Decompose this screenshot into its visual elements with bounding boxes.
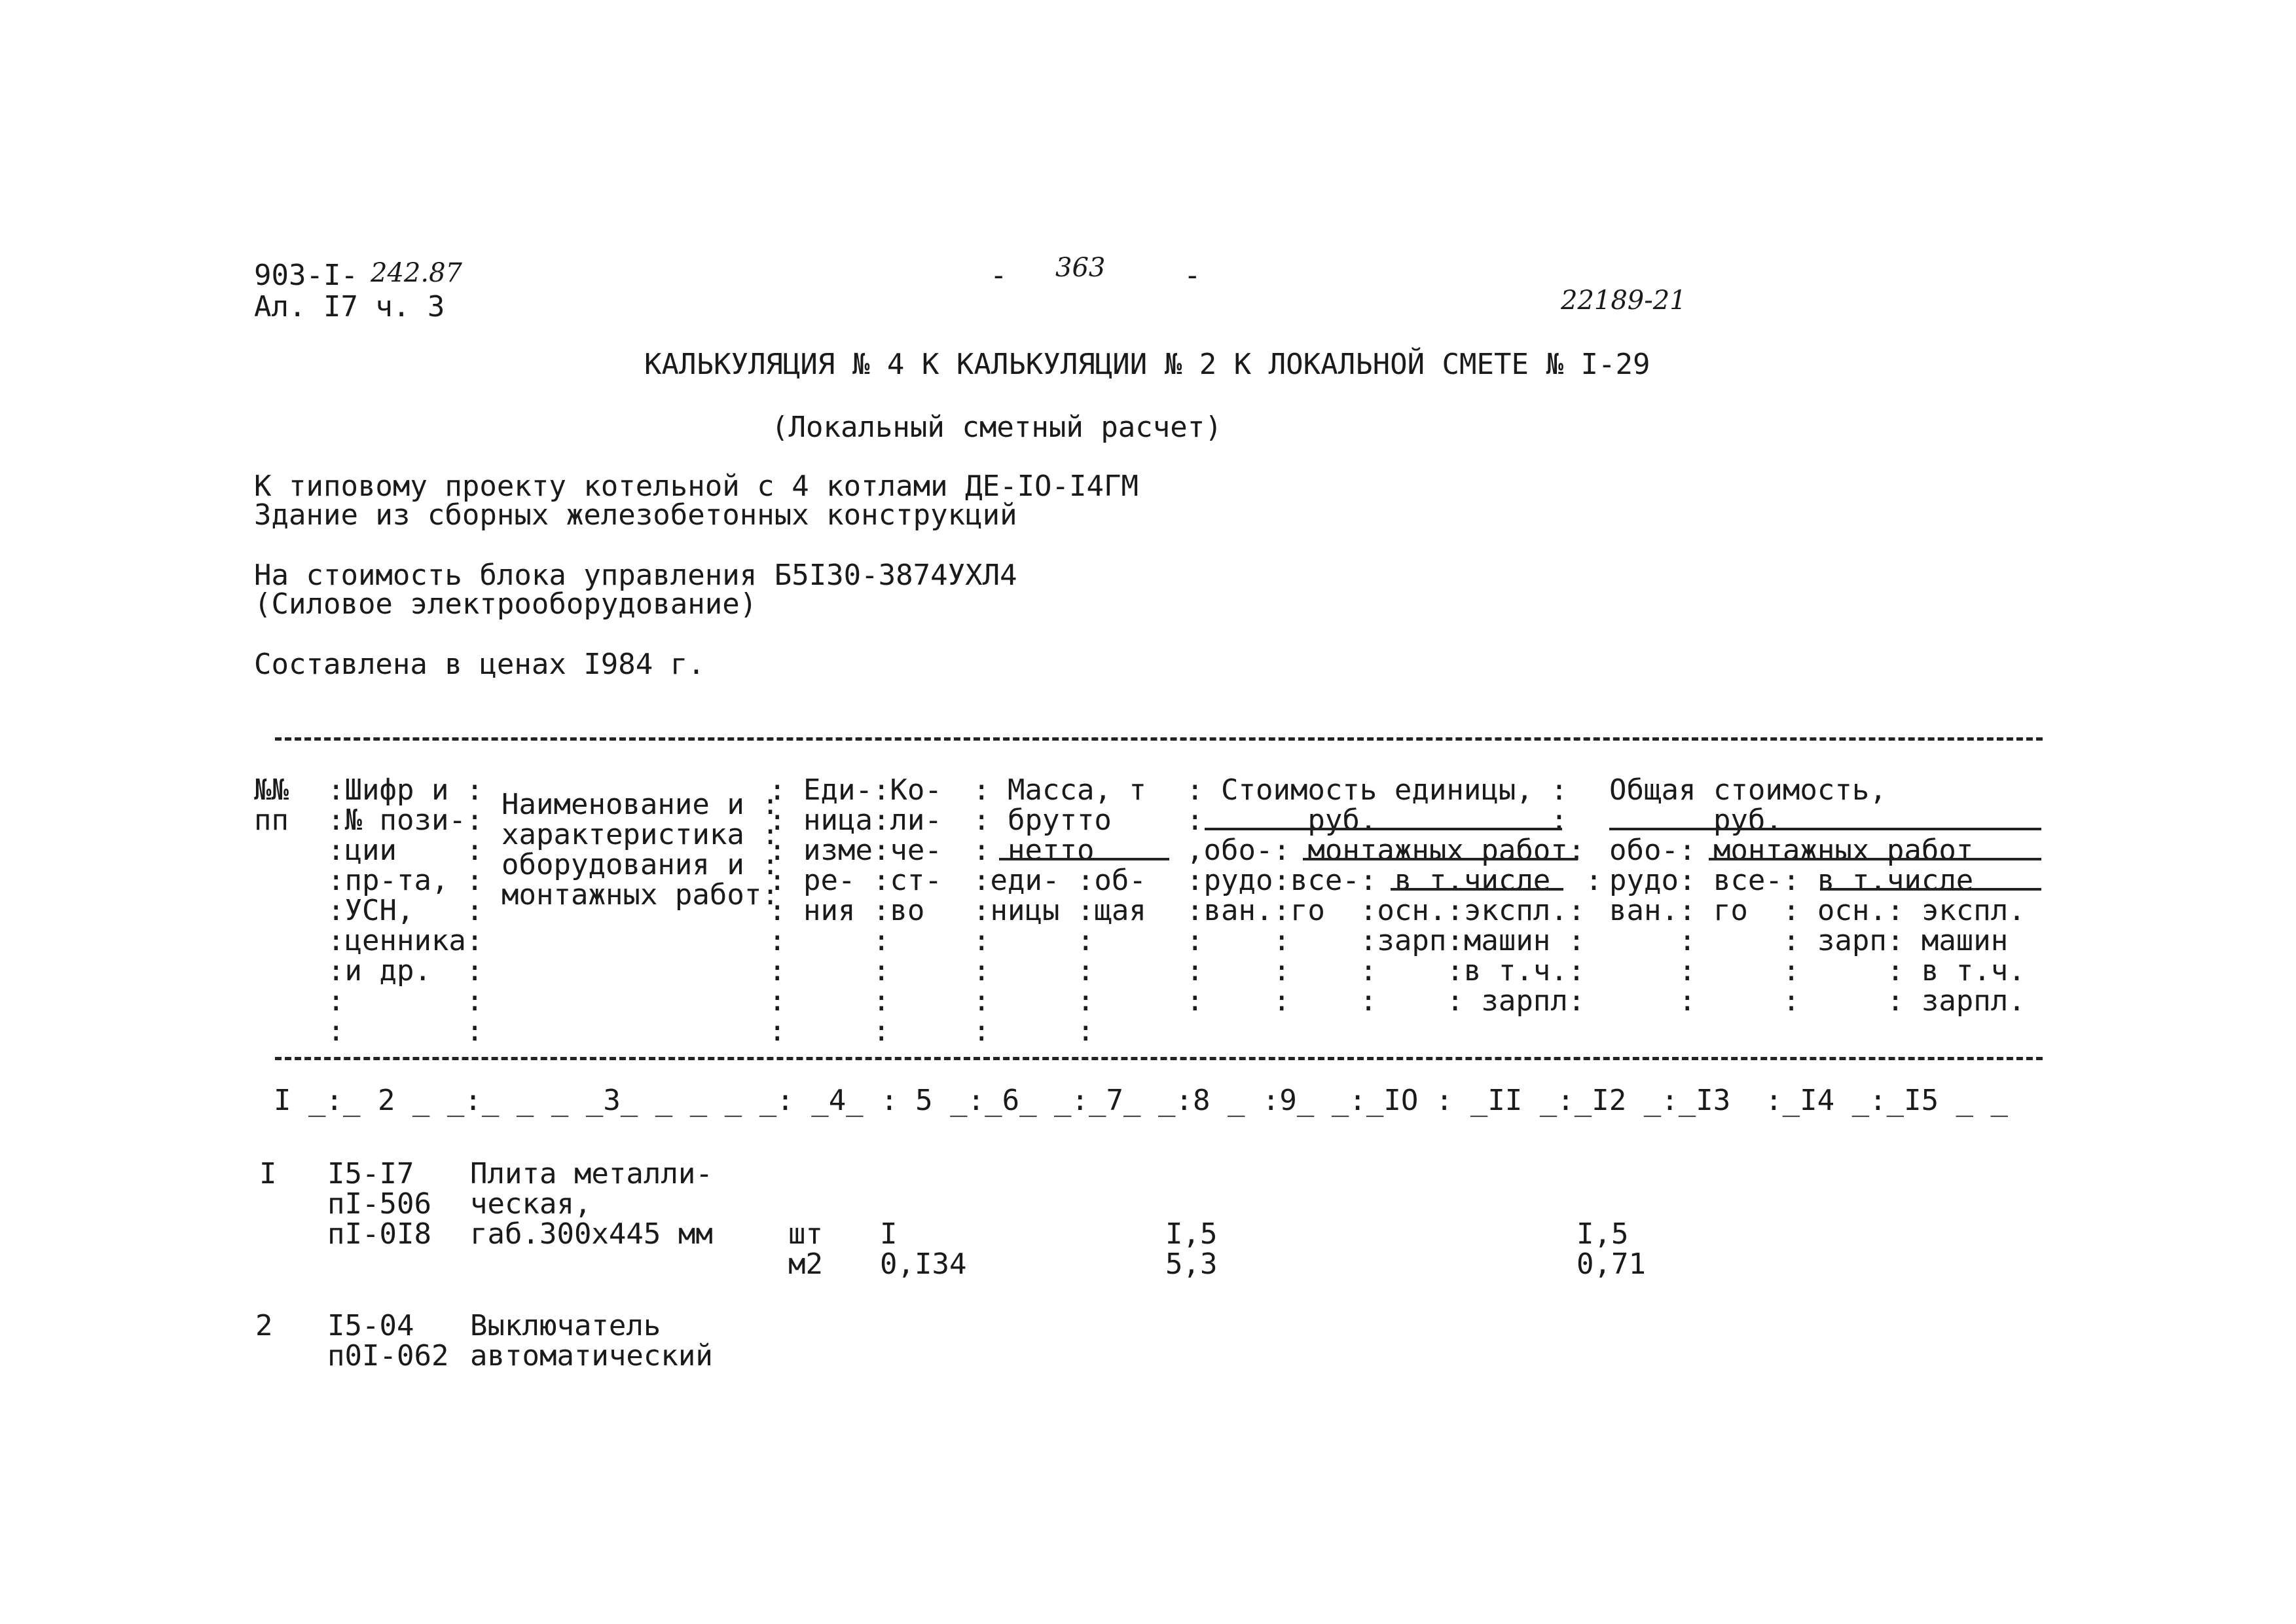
document-title: КАЛЬКУЛЯЦИЯ № 4 К КАЛЬКУЛЯЦИИ № 2 К ЛОКАЛЬНОЙ СМЕТЕ № I-29: [644, 348, 1650, 381]
dash-right: -: [1184, 259, 1201, 292]
column-numbers: I _:_ 2 _ _:_ _ _ _3_ _ _ _ _: _4_ : 5 _:_6_ _:_7_ _:8 _ :9_ _:_IO : _II _:_I2 _:_I3 :_I4 _:_I5 _ _: [274, 1084, 2009, 1117]
header-col-total-cost: Общая стоимость, руб. обо-: монтажных работ рудо: все-: в т.числе ван.: го : осн.: экспл. : : зарп: машин : : : в т.ч. : : : зарпл.: [1609, 773, 2026, 1018]
row-2-code: I5-04 п0I-062: [327, 1309, 449, 1373]
dash-left: -: [990, 259, 1008, 292]
header-underline-total-incl: [1820, 888, 2041, 891]
header-underline-unit-incl: [1391, 888, 1563, 891]
header-underline-total-mounting: [1709, 858, 2041, 860]
row-1-code: I5-I7 пI-506 пI-0I8: [327, 1157, 431, 1251]
header-underline-unit-cost: [1205, 828, 1562, 830]
header-col-name: Наименование и : характеристика : оборудования и : монтажных работ:: [501, 788, 779, 912]
document-code-handwritten: 242.87: [371, 258, 462, 288]
page-number: 363: [1055, 253, 1106, 283]
row-1-total-equipment-cost: I,5 0,71: [1576, 1217, 1646, 1281]
header-underline-unit-mounting: [1303, 858, 1578, 860]
row-2-name: Выключатель автоматический: [470, 1309, 713, 1373]
row-1-quantity: I 0,I34: [880, 1217, 967, 1281]
header-col-code: :Шифр и : :№ пози-: :ции : :пр-та, : :УСН, : :ценника: :и др. : : : : :: [327, 773, 484, 1048]
header-underline-total-cost: [1609, 828, 2041, 830]
table-top-rule: [275, 737, 2043, 741]
project-line-1: К типовому проекту котельной с 4 котлами ДЕ-IO-I4ГМ: [254, 470, 1139, 503]
header-col-unit-qty: : Еди-:Ко- : ница:ли- : изме:че- : ре- :ст- : ния :во : : : : : : : :: [769, 773, 942, 1048]
project-line-2: Здание из сборных железобетонных конструкций: [254, 498, 1017, 532]
row-1-number: I: [259, 1157, 277, 1190]
header-col-unit-cost: : Стоимость единицы, : : руб. : ,обо-: монтажных работ: :рудо:все-: в т.числе : :ван.:го :осн.:экспл.: : : :зарп:машин : : : : :в т.ч.: : : : : зарпл:: [1186, 773, 1603, 1018]
archive-number: 22189-21: [1561, 286, 1686, 316]
row-1-unit-equipment-cost: I,5 5,3: [1165, 1217, 1218, 1281]
header-col-mass: : Масса, т : брутто : нетто :еди- :об- :ницы :щая : : : : : : : :: [973, 773, 1146, 1048]
cost-line-1: На стоимость блока управления Б5I30-3874УХЛ4: [254, 559, 1017, 592]
row-1-units: шт м2: [788, 1217, 823, 1281]
document-code: 903-I-: [254, 259, 358, 292]
header-col-number: №№ пп: [254, 773, 289, 837]
table-header-bottom-rule: [275, 1057, 2043, 1060]
cost-line-2: (Силовое электрооборудование): [254, 587, 757, 621]
header-underline-netto: [999, 858, 1169, 860]
document-subtitle: (Локальный сметный расчет): [771, 411, 1222, 444]
row-2-number: 2: [255, 1309, 273, 1342]
album-reference: Ал. I7 ч. 3: [254, 290, 445, 323]
row-1-name: Плита металли- ческая, габ.300х445 мм: [470, 1157, 713, 1251]
prices-line: Составлена в ценах I984 г.: [254, 648, 705, 681]
